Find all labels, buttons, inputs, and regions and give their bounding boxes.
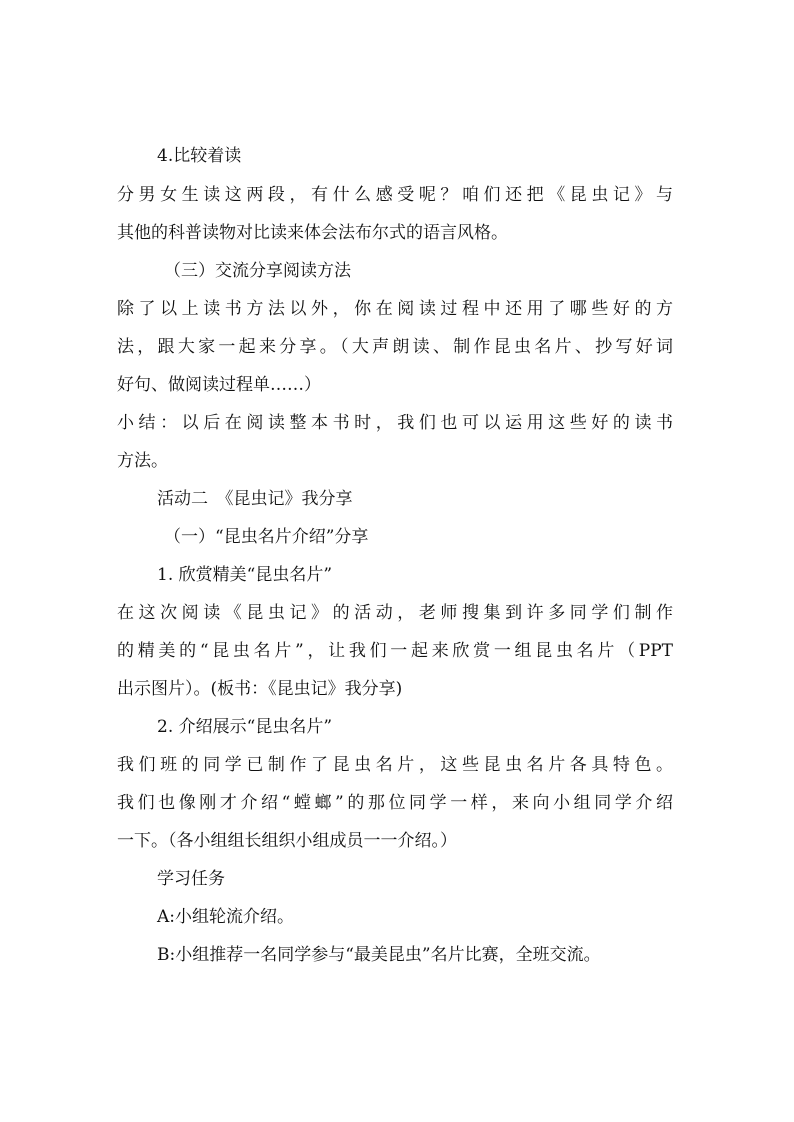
summary-line: 小结：以后在阅读整本书时，我们也可以运用这些好的读书: [117, 413, 673, 433]
paragraph-line: 在这次阅读《昆虫记》的活动，老师搜集到许多同学们制作: [117, 603, 673, 623]
paragraph-line: 我们班的同学已制作了昆虫名片，这些昆虫名片各具特色。: [117, 755, 673, 775]
activity-two-heading: 活动二 《昆虫记》我分享: [157, 489, 353, 509]
paragraph-line: 法，跟大家一起来分享。（大声朗读、制作昆虫名片、抄写好词: [117, 337, 673, 357]
paragraph-line: 分男女生读这两段，有什么感受呢？咱们还把《昆虫记》与: [117, 185, 673, 205]
paragraph-line: 其他的科普读物对比读来体会法布尔式的语言风格。: [117, 223, 508, 243]
subheading-present-cards: 2. 介绍展示“昆虫名片”: [157, 717, 333, 737]
subheading-appreciate-cards: 1. 欣赏精美“昆虫名片”: [157, 565, 333, 585]
paragraph-line: 一下。（各小组组长组织小组成员一一介绍。）: [117, 831, 457, 851]
paragraph-line: 我们也像刚才介绍“螳螂”的那位同学一样，来向小组同学介绍: [117, 793, 673, 813]
task-item-a: A:小组轮流介绍。: [157, 907, 295, 927]
paragraph-line: 出示图片）。(板书：《昆虫记》我分享): [117, 679, 403, 699]
section-heading-share-methods: （三）交流分享阅读方法: [164, 261, 351, 281]
paragraph-line: 的精美的“昆虫名片”，让我们一起来欣赏一组昆虫名片（PPT: [117, 641, 673, 661]
heading-compare-reading: 4.比较着读: [157, 146, 242, 166]
summary-line: 方法。: [117, 451, 168, 471]
section-heading-insect-cards: （一）“昆虫名片介绍”分享: [164, 527, 369, 547]
learning-task-heading: 学习任务: [157, 869, 225, 889]
task-item-b: B:小组推荐一名同学参与“最美昆虫”名片比赛，全班交流。: [157, 945, 601, 965]
paragraph-line: 除了以上读书方法以外，你在阅读过程中还用了哪些好的方: [117, 299, 673, 319]
paragraph-line: 好句、做阅读过程单……）: [117, 375, 321, 395]
